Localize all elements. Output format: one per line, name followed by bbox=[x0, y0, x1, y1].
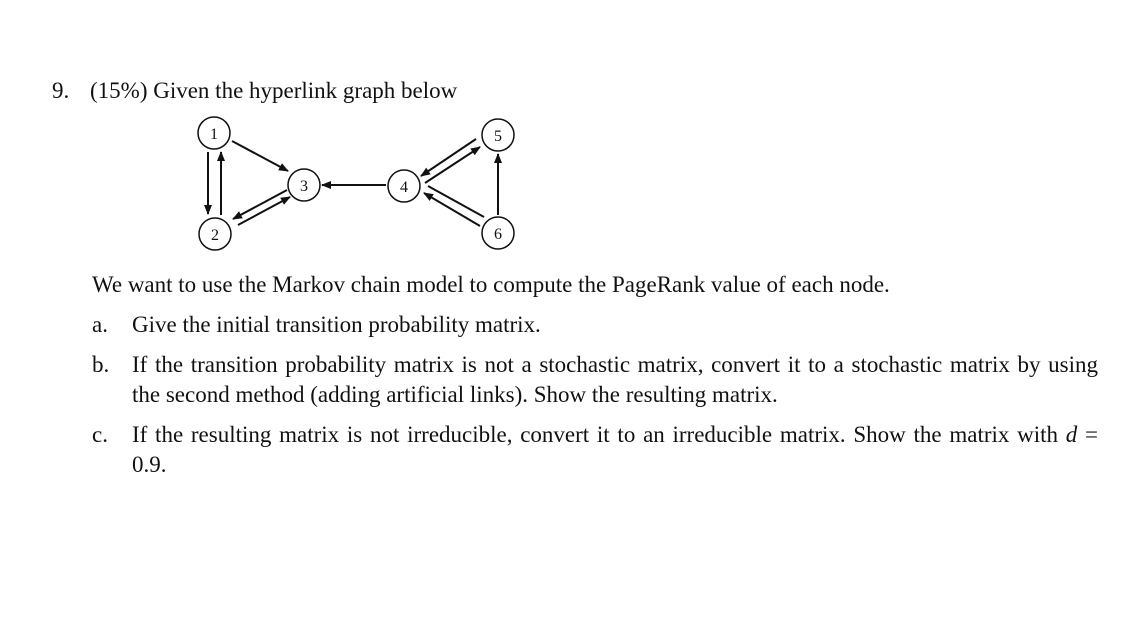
question-parts bbox=[92, 310, 1098, 490]
graph-edges bbox=[208, 139, 498, 226]
part-c-text bbox=[132, 422, 1098, 477]
edge-1-to-3 bbox=[232, 141, 288, 171]
part-b-letter: b. bbox=[92, 352, 110, 377]
part-c-text-after: = 0.9. bbox=[132, 422, 1099, 477]
part-b bbox=[92, 350, 1098, 410]
edge-3-to-2 bbox=[233, 190, 287, 219]
node-label-5: 5 bbox=[494, 128, 502, 145]
graph-node-4 bbox=[388, 170, 420, 202]
edge-4-to-5 bbox=[425, 147, 480, 183]
intro-text: We want to use the Markov chain model to compute the PageRank value of each node. bbox=[92, 272, 890, 297]
graph-node-5 bbox=[482, 119, 514, 151]
part-a-text: Give the initial transition probability matrix. bbox=[132, 312, 541, 337]
node-label-6: 6 bbox=[494, 226, 502, 243]
graph-nodes bbox=[198, 117, 514, 250]
node-label-1: 1 bbox=[210, 126, 218, 143]
node-label-4: 4 bbox=[400, 179, 408, 196]
part-b-text: If the transition probability matrix is not a stochastic matrix, convert it to a stochastic matrix by using the second method (adding artificial links). Show the resulting matrix. bbox=[132, 352, 1098, 407]
node-label-3: 3 bbox=[300, 178, 308, 195]
part-c-variable: d bbox=[1065, 422, 1078, 447]
node-label-2: 2 bbox=[211, 227, 219, 244]
graph-node-3 bbox=[288, 169, 320, 201]
question-title: (15%) Given the hyperlink graph below bbox=[90, 78, 458, 103]
part-c-text-before: If the resulting matrix is not irreducible, convert it to an irreducible matrix. Show the matrix with bbox=[132, 422, 1059, 447]
graph-node-1 bbox=[198, 117, 230, 149]
part-c-letter: c. bbox=[92, 422, 108, 447]
edge-5-to-4 bbox=[421, 139, 476, 176]
graph-node-6 bbox=[482, 217, 514, 249]
graph-node-2 bbox=[199, 218, 231, 250]
part-a bbox=[92, 310, 1098, 340]
part-c bbox=[92, 420, 1098, 480]
question-number: 9. bbox=[52, 78, 70, 103]
part-a-letter: a. bbox=[92, 312, 108, 337]
